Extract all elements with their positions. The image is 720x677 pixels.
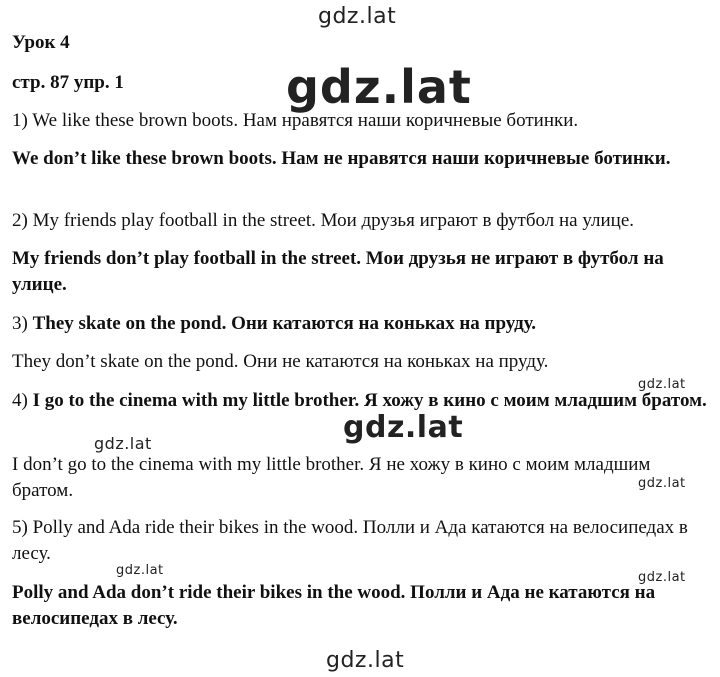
watermark-small-2: gdz.lat <box>94 434 152 453</box>
watermark-small-5: gdz.lat <box>638 570 686 585</box>
item-text-4: I go to the cinema with my little brother. Я хожу в кино с моим младшим братом. <box>32 390 707 411</box>
watermark-small-3: gdz.lat <box>638 476 686 491</box>
item-number-4: 4) <box>12 390 33 411</box>
watermark-small-4: gdz.lat <box>116 563 164 578</box>
sentence-1-affirmative: 1) We like these brown boots. Нам нравятся наши коричневые ботинки. <box>12 110 579 131</box>
sentence-1-negative: We don’t like these brown boots. Нам не нравятся наши коричневые ботинки. <box>12 148 671 169</box>
sentence-3-affirmative <box>12 311 712 337</box>
sentence-4-affirmative <box>12 388 712 414</box>
watermark-large: gdz.lat <box>286 60 472 114</box>
sentence-3-negative: They don’t skate on the pond. Они не катаются на коньках на пруду. <box>12 351 549 372</box>
sentence-2-affirmative: 2) My friends play football in the street. Мои друзья играют в футбол на улице. <box>12 210 635 231</box>
page-reference: стр. 87 упр. 1 <box>12 72 124 93</box>
sentence-2-negative: My friends don’t play football in the street. Мои друзья не играют в футбол на улице. <box>12 248 664 295</box>
lesson-title: Урок 4 <box>12 32 70 53</box>
item-text-3: They skate on the pond. Они катаются на коньках на пруду. <box>32 313 537 334</box>
sentence-5-affirmative: 5) Polly and Ada ride their bikes in the wood. Полли и Ада катаются на велосипедах в лесу. <box>12 517 688 564</box>
watermark-bottom: gdz.lat <box>326 648 405 673</box>
sentence-4-negative: I don’t go to the cinema with my little brother. Я не хожу в кино с моим младшим братом. <box>12 454 651 501</box>
watermark-small-1: gdz.lat <box>638 377 686 392</box>
watermark-top: gdz.lat <box>318 4 397 29</box>
watermark-middle: gdz.lat <box>343 410 464 445</box>
item-number-3: 3) <box>12 313 33 334</box>
sentence-5-negative: Polly and Ada don’t ride their bikes in the wood. Полли и Ада не катаются на велосипедах в лесу. <box>12 582 656 629</box>
